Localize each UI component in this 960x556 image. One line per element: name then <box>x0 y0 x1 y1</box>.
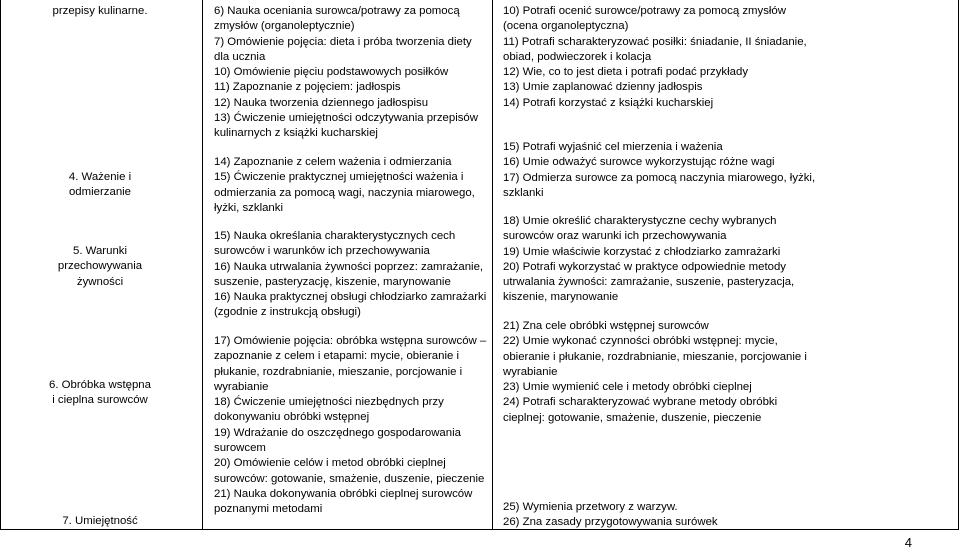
text-line: 12) Wie, co to jest dieta i potrafi podać przykłady <box>503 66 749 79</box>
text-line: (ocena organoleptyczna) <box>503 20 629 33</box>
text-line: 17) Odmierza surowce za pomocą naczynia miarowego, łyżki, <box>503 171 816 184</box>
text-line: 11) Zapoznanie z pojęciem: jadłospis <box>214 81 401 94</box>
text-line: odmierzanie <box>68 186 132 199</box>
table-border-right <box>958 0 959 530</box>
text-line: odmierzania za pomocą wagi, naczynia miarowego, <box>214 186 475 199</box>
text-line: 7) Omówienie pojęcia: dieta i próba tworzenia diety <box>214 35 472 48</box>
text-line: 15) Potrafi wyjaśnić cel mierzenia i ważenia <box>503 141 723 153</box>
text-line: 6) Nauka oceniania surowca/potrawy za pomocą <box>214 5 460 17</box>
text-line: kulinarnych z książki kucharskiej <box>214 127 378 140</box>
text-line: zmysłów (organoleptycznie) <box>214 20 355 33</box>
text-line: 10) Omówienie pięciu podstawowych posiłków <box>214 66 449 79</box>
table-border-left <box>0 0 1 530</box>
text-line: 5. Warunki <box>72 245 128 257</box>
text-line: suszenie, pasteryzację, kiszenie, marynowanie <box>214 275 451 288</box>
text-line: 18) Umie określić charakterystyczne cechy wybranych <box>503 215 777 227</box>
text-line: 19) Umie właściwie korzystać z chłodziarko zamrażarki <box>503 245 781 258</box>
text-block <box>2 378 198 409</box>
page-number: 4 <box>904 535 912 550</box>
text-block <box>2 244 198 290</box>
text-line: 22) Umie wykonać czynności obróbki wstępnej: mycie, <box>503 335 778 348</box>
text-line: 21) Nauka dokonywania obróbki cieplnej surowców <box>214 487 473 500</box>
text-line: poznanymi metodami <box>214 503 323 516</box>
text-line: 21) Zna cele obróbki wstępnej surowców <box>503 320 709 332</box>
text-line: 7. Umiejętność <box>62 515 138 527</box>
text-line: kiszenie, marynowanie <box>503 291 619 304</box>
text-line: 6. Obróbka wstępna <box>49 379 151 391</box>
text-line: przechowywania <box>57 260 143 273</box>
text-line: 24) Potrafi scharakteryzować wybrane metody obróbki <box>503 396 778 409</box>
text-line: przepisy kulinarne. <box>52 5 148 17</box>
text-line: 26) Zna zasady przygotowywania surówek <box>503 516 718 529</box>
text-line: 13) Umie zaplanować dzienny jadłospis <box>503 81 703 94</box>
text-line: 4. Ważenie i <box>68 171 132 183</box>
text-line: 17) Omówienie pojęcia: obróbka wstępna surowców – <box>214 335 487 347</box>
text-block <box>2 514 198 529</box>
text-line: 14) Zapoznanie z celem ważenia i odmierzania <box>214 156 452 168</box>
text-line: łyżki, szklanki <box>214 201 283 214</box>
text-line: 20) Potrafi wykorzystać w praktyce odpowiednie metody <box>503 260 786 273</box>
text-block <box>503 319 955 426</box>
text-line: wyrabianie <box>503 365 558 378</box>
text-line: surowców oraz warunki ich przechowywania <box>503 230 727 243</box>
text-block <box>503 500 955 531</box>
text-block <box>214 4 484 142</box>
text-line: obieranie i płukanie, rozdrabnianie, mieszanie, porcjowanie i <box>503 350 807 363</box>
text-line: 16) Nauka utrwalania żywności poprzez: zamrażanie, <box>214 260 484 273</box>
text-line: 10) Potrafi ocenić surowce/potrawy za pomocą zmysłów <box>503 5 786 17</box>
text-line: 14) Potrafi korzystać z książki kucharskiej <box>503 96 714 109</box>
text-block <box>503 4 955 111</box>
text-line: (zgodnie z instrukcją obsługi) <box>214 306 361 319</box>
text-line: 12) Nauka tworzenia dziennego jadłospisu <box>214 96 429 109</box>
text-line: utrwalania żywności: zamrażanie, suszenie, pasteryzacja, <box>503 276 795 289</box>
text-line: surowcem <box>214 442 266 455</box>
text-line: i cieplna surowców <box>52 394 148 407</box>
text-line: 16) Umie odważyć surowce wykorzystując różne wagi <box>503 156 775 169</box>
text-line: płukanie, rozdrabnianie, mieszanie, porcjowanie i <box>214 365 463 378</box>
text-line: 25) Wymienia przetwory z warzyw. <box>503 501 678 513</box>
text-line: 20) Omówienie celów i metod obróbki cieplnej <box>214 457 446 470</box>
text-line: dokonywaniu obróbki wstępnej <box>214 411 370 424</box>
text-line: wyrabianie <box>214 380 269 393</box>
text-block <box>2 170 198 201</box>
column-divider-2 <box>492 0 493 530</box>
text-line: surowców: gotowanie, smażenie, duszenie, pieczenie <box>214 472 485 485</box>
text-line: surowców i warunków ich przechowywania <box>214 245 430 258</box>
text-block <box>503 214 955 306</box>
text-line: 13) Ćwiczenie umiejętności odczytywania przepisów <box>214 112 478 125</box>
text-line: dla ucznia <box>214 50 266 63</box>
text-line: szklanki <box>503 186 544 199</box>
text-block <box>214 155 484 216</box>
text-line: cieplnej: gotowanie, smażenie, duszenie, pieczenie <box>503 411 762 424</box>
text-line: obiad, podwieczorek i kolacja <box>503 50 652 63</box>
text-line: 11) Potrafi scharakteryzować posiłki: śniadanie, II śniadanie, <box>503 35 807 48</box>
text-line: 23) Umie wymienić cele i metody obróbki cieplnej <box>503 381 752 394</box>
text-line: 16) Nauka praktycznej obsługi chłodziarko zamrażarki <box>214 291 487 304</box>
text-block <box>214 229 487 321</box>
text-line: 18) Ćwiczenie umiejętności niezbędnych przy <box>214 396 444 409</box>
text-line: żywności <box>76 275 124 288</box>
text-block <box>503 140 955 201</box>
text-block <box>214 334 487 518</box>
text-line: zapoznanie z celem i etapami: mycie, obieranie i <box>214 350 460 363</box>
text-line: 19) Wdrażanie do oszczędnego gospodarowania <box>214 426 461 439</box>
text-line: 15) Nauka określania charakterystycznych cech <box>214 230 456 242</box>
column-divider-1 <box>202 0 203 530</box>
text-block <box>2 4 198 19</box>
text-line: 15) Ćwiczenie praktycznej umiejętności ważenia i <box>214 171 464 184</box>
